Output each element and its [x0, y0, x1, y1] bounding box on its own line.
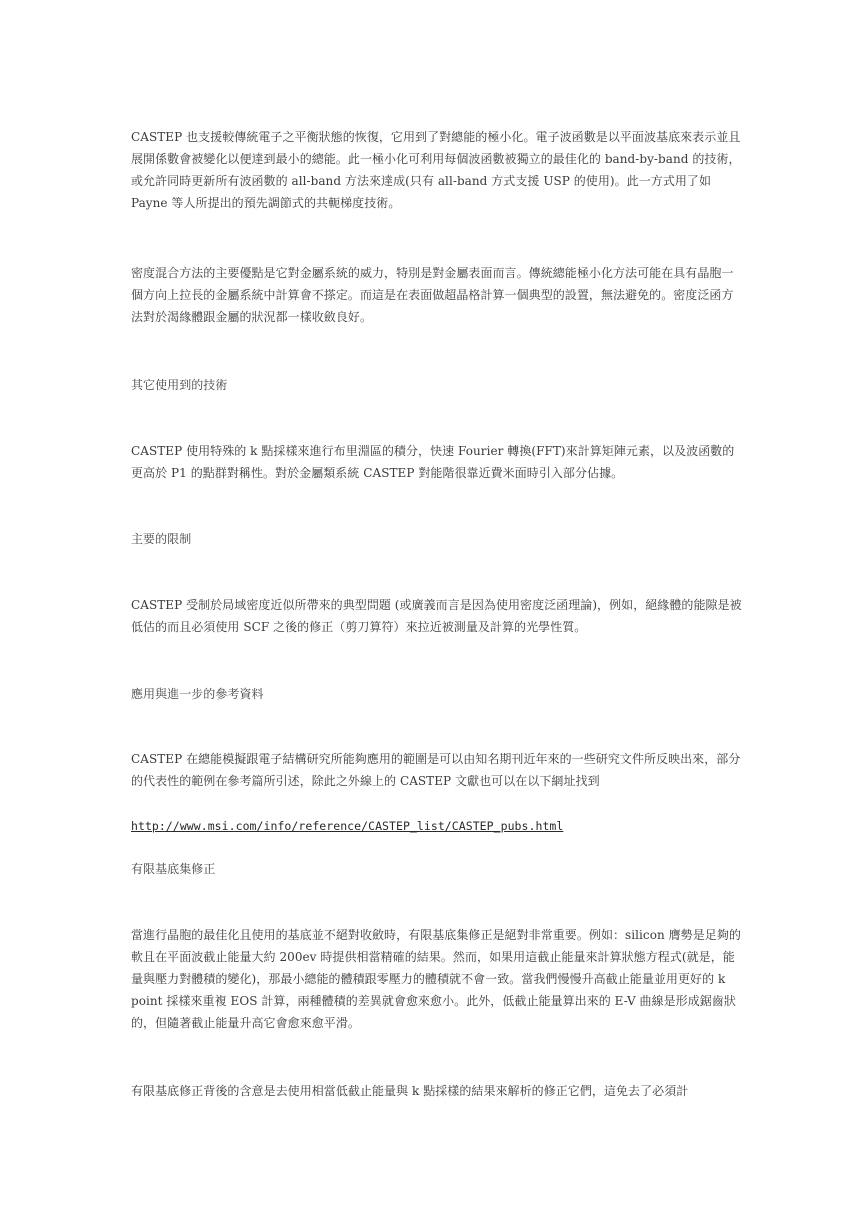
paragraph-electronic-minimization: CASTEP 也支援較傳統電子之平衡狀態的恢復，它用到了對總能的極小化。電子波函數是以平面波基底來表示並且展開係數會被變化以便達到最小的總能。此一極小化可利用每個波函數被獨立的最佳化的 band-by-band 的技術，或允許同時更新所有波函數的 all-band 方法來達成(只有 all-band 方式支援 USP 的使用)。此一方式用了如 Payne 等人所提出的預先調節式的共軛梯度技術。	[131, 130, 741, 210]
paragraph-applications: CASTEP 在總能模擬跟電子結構研究所能夠應用的範圍是可以由知名期刊近年來的一些研究文件所反映出來，部分的代表性的範例在參考篇所引述，除此之外線上的 CASTEP 文獻也可以在以下網址找到	[131, 752, 741, 788]
paragraph-finite-basis-meaning: 有限基底修正背後的含意是去使用相當低截止能量與 k 點採樣的結果來解析的修正它們，這免去了必須計	[131, 1084, 689, 1098]
heading-other-techniques: 其它使用到的技術	[131, 378, 228, 392]
heading-applications-references: 應用與進一步的參考資料	[131, 687, 264, 701]
heading-main-limitations: 主要的限制	[131, 532, 192, 546]
paragraph-lda-limitations: CASTEP 受制於局域密度近似所帶來的典型問題 (或廣義而言是因為使用密度泛函理論)，例如，絕緣體的能隙是被低估的而且必須使用 SCF 之後的修正（剪刀算符）來拉近被測量及計算的光學性質。	[131, 598, 742, 634]
paragraph-k-point-sampling: CASTEP 使用特殊的 k 點採樣來進行布里淵區的積分，快速 Fourier 轉換(FFT)來計算矩陣元素，以及波函數的更高於 P1 的點群對稱性。對於金屬類系統 CASTEP 對能階很靠近費米面時引入部分佔據。	[131, 444, 735, 480]
paragraph-finite-basis-details: 當進行晶胞的最佳化且使用的基底並不絕對收斂時，有限基底集修正是絕對非常重要。例如：silicon 膺勢是足夠的軟且在平面波截止能量大約 200ev 時提供相當精確的結果。然而，如果用這截止能量來計算狀態方程式(就是，能量與壓力對體積的變化)，那最小總能的體積跟零壓力的體積就不會一致。當我們慢慢升高截止能量並用更好的 k point 採樣來重複 EOS 計算，兩種體積的差異就會愈來愈小。此外，低截止能量算出來的 E-V 曲線是形成鋸齒狀的，但隨著截止能量升高它會愈來愈平滑。	[131, 928, 741, 1030]
paragraph-density-mixing: 密度混合方法的主要優點是它對金屬系統的威力，特別是對金屬表面而言。傳統總能極小化方法可能在具有晶胞一個方向上拉長的金屬系統中計算會不搽定。而這是在表面做超晶格計算一個典型的設置，無法避免的。密度泛函方法對於渴緣體跟金屬的狀況都一樣收斂良好。	[131, 266, 734, 324]
castep-publications-link[interactable]: http://www.msi.com/info/reference/CASTEP_list/CASTEP_pubs.html	[131, 819, 564, 833]
heading-finite-basis-correction: 有限基底集修正	[131, 862, 216, 876]
